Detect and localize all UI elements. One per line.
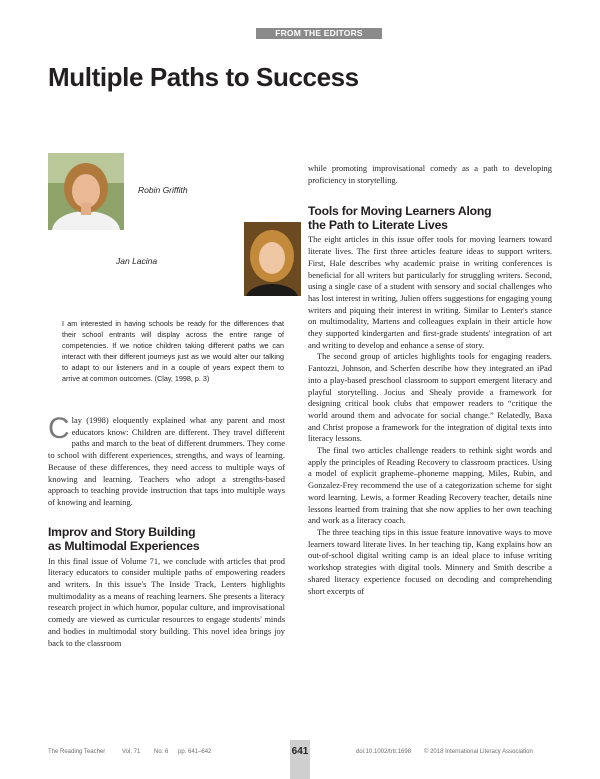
body-paragraph: The final two articles challenge readers to rethink sight words and apply the principles of Reading Recovery to classroom practices. Using a model of explicit grapheme–phoneme mapping, Miles, Rubin, and Gonzalez-Frey recommend the use of a categorization scheme for sight word learning. Lewis, a former Reading Recovery teacher, details nine lessons learned from training that she now applies to her own teaching and work as a literacy coach. [308,445,552,526]
author-photo-robin-griffith [48,153,124,230]
intro-text: lay (1998) eloquently explained what any parent and most educators know: Children are different. They travel different paths and march to the beat of different drummers. They come to school with different experiences, strengths, and ways of learning. Because of these differences, they need access to multiple ways of knowing and learning. Teachers who adopt a strengths-based approach to teaching provide instruction that taps into multiple ways of knowing and learning. [48,415,285,507]
intro-paragraph [48,412,285,509]
heading-line: Tools for Moving Learners Along [308,204,492,219]
footer-issue: No. 6 [154,749,169,755]
heading-line: Improv and Story Building [48,524,196,539]
epigraph-quote: I am interested in having schools be ready for the differences that their school entrants will display across the entire range of competencies. If we notice children taking different paths we can interact with their different journeys just as we would alter our talking to adapt to our listeners and in a couple of years expect them to arrive at common outcomes. (Clay, 1998, p. 3) [62,319,284,384]
drop-cap: C [48,412,70,445]
author-name-jan-lacina: Jan Lacina [116,256,158,266]
footer-volume: Vol. 71 [122,749,141,755]
footer-doi: doi:10.1002/trtr.1698 [356,749,412,755]
section-banner: FROM THE EDITORS [256,28,382,39]
section-heading-improv [48,525,285,553]
body-paragraph: The second group of articles highlights tools for engaging readers. Fantozzi, Johnson, and Scherfen describe how they integrated an iPad into a play-based preschool classroom to support emergent literacy and playful storytelling. Jocius and Shealy provide a framework for designing critical book clubs that empower readers to “critique the world around them and advocate for social change.” Relatedly, Baxa and Christ propose a framework for the integration of digital texts into literacy lessons. [308,351,552,444]
right-column [308,163,552,597]
continuation-paragraph: while promoting improvisational comedy as a path to developing proficiency in storytelling. [308,163,552,185]
body-paragraph: The eight articles in this issue offer tools for moving learners toward literate lives. The first three articles feature ideas to support writers. First, Hale describes why academic praise in writing conferences is beneficial for all writers but particularly for struggling writers. Second, using a single case of a student with sensory and social challenges who has lost interest in writing, Julien offers suggestions for engaging young writers and piquing their interest in writing. Similar to Lenter's stance on multimodality, Martens and colleagues explain in their article how they supported kindergarten and first-grade students' integration of art and writing to develop and enhance a sense of story. [308,234,552,350]
footer-copyright: © 2018 International Literacy Association [424,749,533,755]
article-title: Multiple Paths to Success [48,62,359,92]
heading-line: the Path to Literate Lives [308,218,448,233]
heading-line: as Multimodal Experiences [48,538,200,553]
body-paragraph: In this final issue of Volume 71, we conclude with articles that prod literacy educators to consider multiple paths of empowering readers and writers. In this issue's The Inside Track, Lenters highlights multimodality as a means of reaching learners. She presents a literacy research project in which humor, popular culture, and improvisational comedy are viewed as curricular resources to engage students' minds and bodies in multimodal story building. This novel idea brings joy back to the classroom [48,555,285,648]
footer-journal: The Reading Teacher [48,749,106,755]
body-paragraph: The three teaching tips in this issue feature innovative ways to move learners toward literate lives. In her teaching tip, Kang explains how an out-of-school digital writing camp is an ideal place to infuse writing workshop strategies with digital tools. Minnery and Smith describe a shared literacy experience focused on decoding and comprehending short excerpts of [308,526,552,596]
left-column [48,412,285,649]
author-name-robin-griffith: Robin Griffith [138,185,188,195]
author-photo-jan-lacina [244,222,301,296]
footer-pages: pp. 641–642 [178,749,212,755]
section-heading-tools [308,204,552,232]
page-number: 641 [291,746,309,757]
